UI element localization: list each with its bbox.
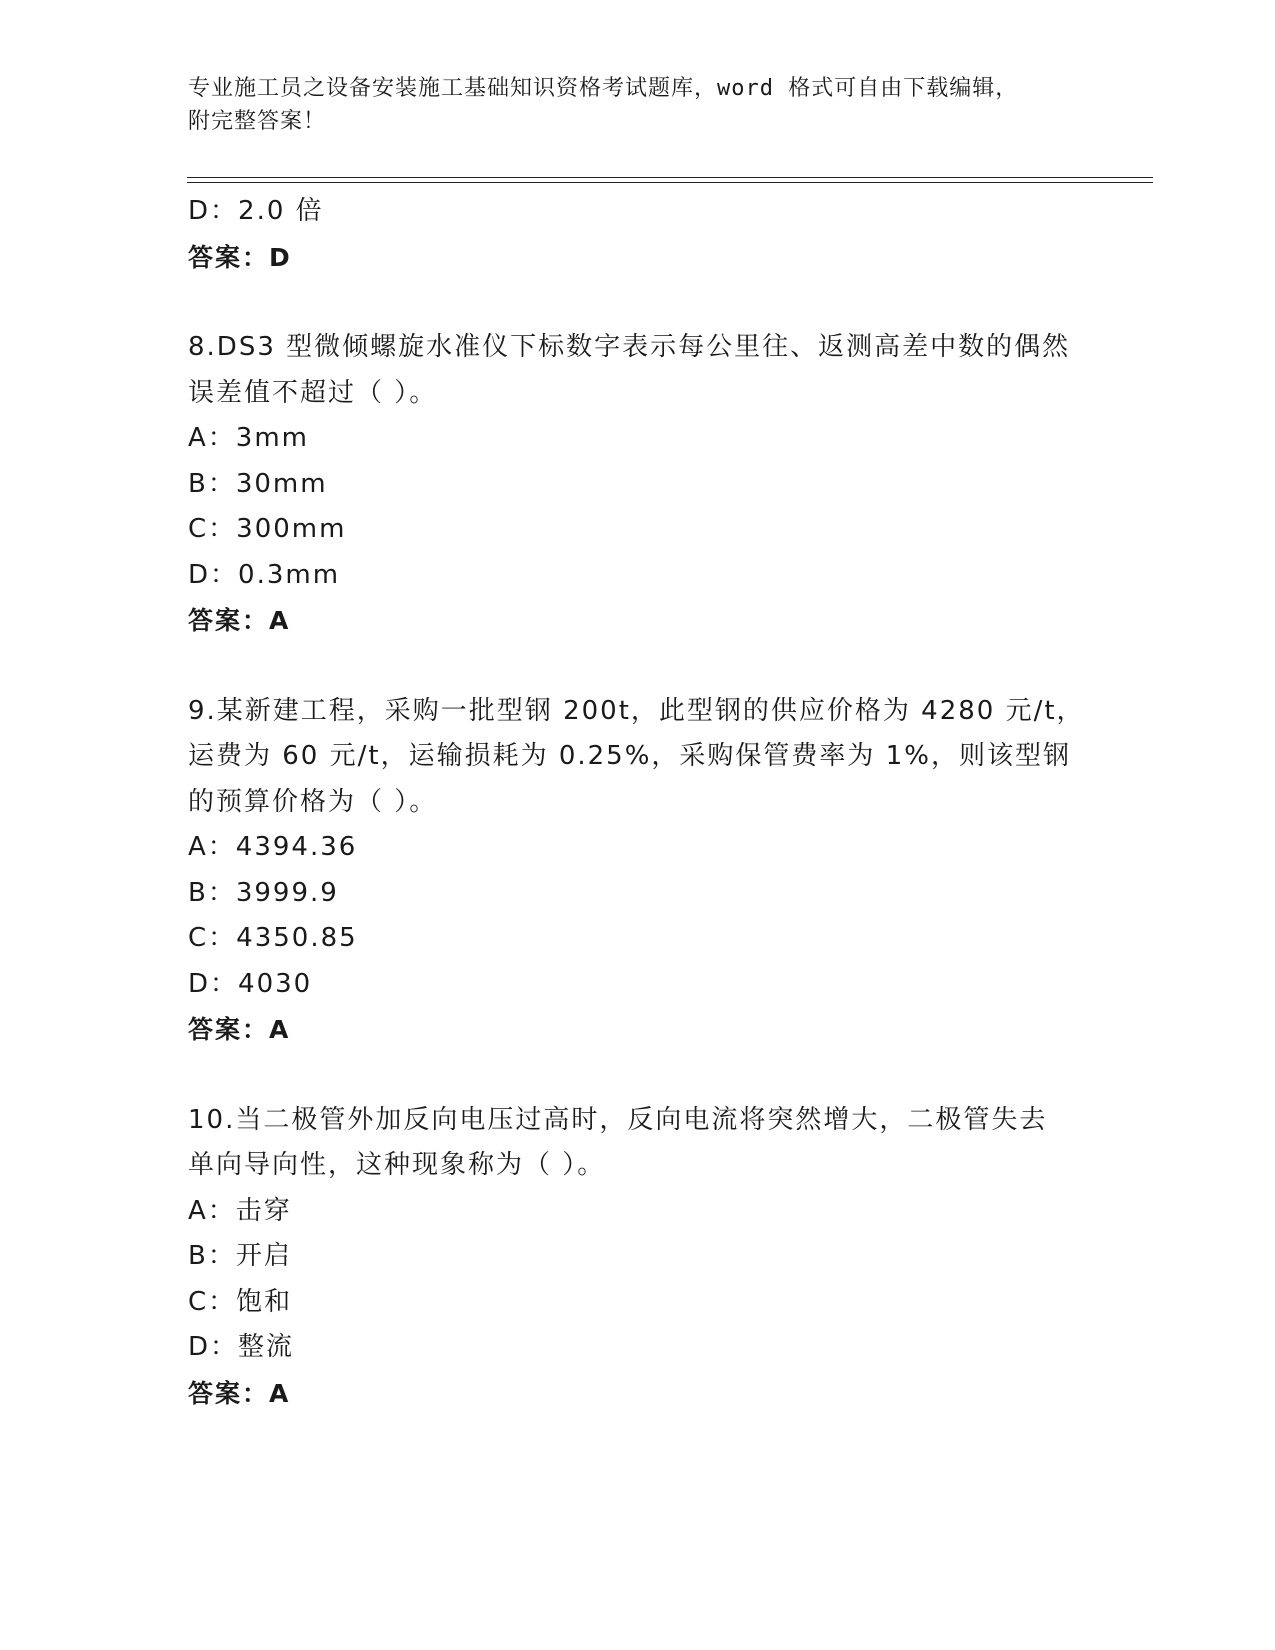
option-d: D：整流 bbox=[188, 1332, 295, 1362]
question-stem: 的预算价格为（ ）。 bbox=[188, 786, 438, 817]
option-c: C：4350.85 bbox=[188, 923, 358, 953]
prev-option-d: D：2.0 倍 bbox=[188, 196, 324, 226]
option-c: C：300mm bbox=[188, 514, 347, 544]
option-b: B：3999.9 bbox=[188, 877, 339, 908]
answer: 答案：A bbox=[188, 606, 291, 635]
option-d: D：0.3mm bbox=[188, 559, 341, 590]
answer: 答案：A bbox=[188, 1378, 291, 1408]
question-stem: 单向导向性，这种现象称为（ ）。 bbox=[188, 1150, 606, 1180]
option-a: A：4394.36 bbox=[188, 832, 358, 862]
option-b: B：开启 bbox=[188, 1241, 292, 1271]
option-d: D：4030 bbox=[188, 968, 313, 999]
question-10 bbox=[188, 1098, 1088, 1417]
header-divider bbox=[187, 182, 1153, 183]
answer: 答案：A bbox=[188, 1015, 291, 1044]
header-line-2: 附完整答案！ bbox=[188, 109, 327, 134]
option-b: B：30mm bbox=[188, 468, 328, 499]
page-header bbox=[188, 72, 1068, 138]
question-stem: 9.某新建工程，采购一批型钢 200t，此型钢的供应价格为 4280 元/t， bbox=[188, 695, 1085, 726]
question-stem: 8.DS3 型微倾螺旋水准仪下标数字表示每公里往、返测高差中数的偶然 bbox=[188, 332, 1071, 362]
prev-answer: 答案：D bbox=[188, 242, 292, 272]
question-stem: 误差值不超过（ ）。 bbox=[188, 377, 438, 408]
question-8 bbox=[188, 325, 1088, 644]
option-a: A：3mm bbox=[188, 423, 309, 453]
question-9 bbox=[188, 689, 1088, 1053]
question-stem: 运费为 60 元/t，运输损耗为 0.25%，采购保管费率为 1%，则该型钢 bbox=[188, 741, 1071, 771]
option-a: A：击穿 bbox=[188, 1195, 292, 1226]
question-stem: 10.当二极管外加反向电压过高时，反向电流将突然增大，二极管失去 bbox=[188, 1104, 1048, 1135]
document-body bbox=[188, 189, 1088, 1416]
header-line-1: 专业施工员之设备安装施工基础知识资格考试题库，word 格式可自由下载编辑， bbox=[188, 76, 1019, 101]
option-c: C：饱和 bbox=[188, 1286, 293, 1317]
header-divider bbox=[187, 177, 1153, 178]
